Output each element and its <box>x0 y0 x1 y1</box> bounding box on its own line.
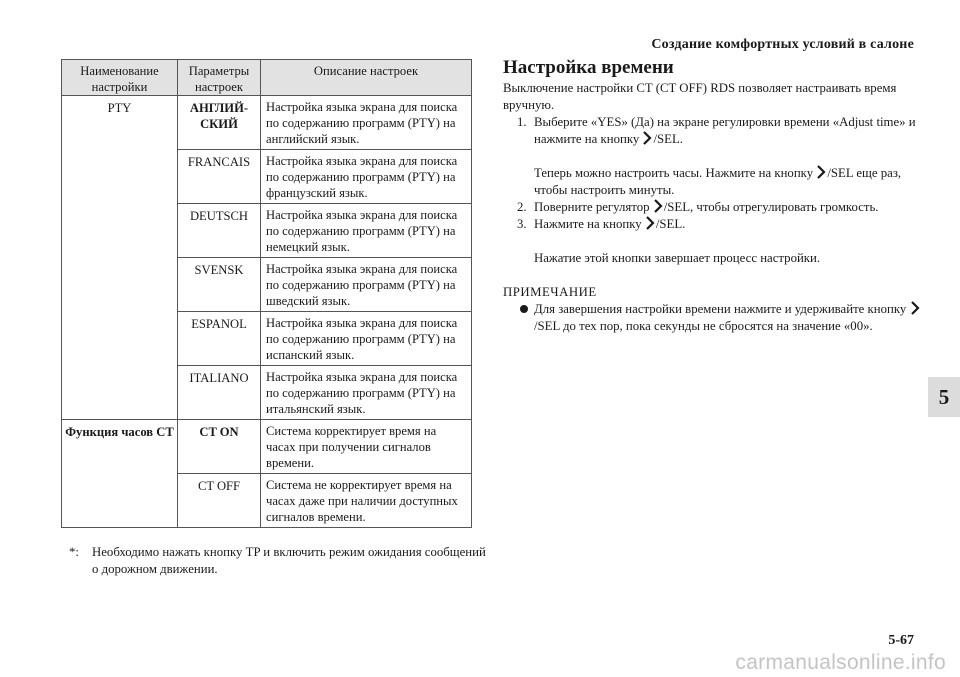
desc-espanol: Настройка языка экрана для поиска по содержанию программ (PTY) на испанский язык. <box>261 312 472 366</box>
desc-francais: Настройка языка экрана для поиска по содержанию программ (PTY) на французский язык. <box>261 150 472 204</box>
param-english: АНГЛИЙ-СКИЙ <box>178 96 261 150</box>
step-1-text-end: /SEL. <box>653 132 683 146</box>
knob-icon <box>646 216 655 230</box>
step-2-text: Поверните регулятор <box>534 200 650 214</box>
param-italiano: ITALIANO <box>178 366 261 420</box>
knob-icon <box>643 131 652 145</box>
bullet-icon <box>520 305 528 313</box>
desc-italiano: Настройка языка экрана для поиска по содержанию программ (PTY) на итальянский язык. <box>261 366 472 420</box>
step-1-text: Выберите «YES» (Да) на экране регулировки времени «Adjust time» и нажмите на кнопку <box>534 115 916 146</box>
param-espanol: ESPANOL <box>178 312 261 366</box>
note-heading: ПРИМЕЧАНИЕ <box>503 285 597 299</box>
chapter-tab: 5 <box>928 377 960 417</box>
section-title: Настройка времени <box>503 57 674 78</box>
param-ct-on: CT ON <box>178 420 261 474</box>
knob-icon <box>654 199 663 213</box>
step-number: 3. <box>517 217 527 231</box>
section-intro: Выключение настройки CT (CT OFF) RDS позволяет настраивать время вручную. <box>503 81 897 112</box>
param-deutsch: DEUTSCH <box>178 204 261 258</box>
knob-icon <box>817 165 826 179</box>
step-3-continuation: Нажатие этой кнопки завершает процесс настройки. <box>534 251 821 265</box>
note-item <box>503 301 923 335</box>
setting-name-pty: PTY <box>62 96 178 420</box>
header-setting-name: Наименование настройки <box>62 60 178 96</box>
page-number: 5-67 <box>888 633 914 648</box>
param-ct-off: CT OFF <box>178 474 261 528</box>
page-header-title: Создание комфортных условий в салоне <box>651 37 914 52</box>
desc-ct-off: Система не корректирует время на часах даже при наличии доступных сигналов времени. <box>261 474 472 528</box>
table-row <box>62 420 472 474</box>
step-number: 2. <box>517 200 527 214</box>
table-header-row <box>62 60 472 96</box>
header-setting-params: Параметры настроек <box>178 60 261 96</box>
watermark: carmanualsonline.info <box>735 651 946 674</box>
note-text: Для завершения настройки времени нажмите и удерживайте кнопку <box>534 302 907 316</box>
step-3 <box>503 216 923 233</box>
knob-icon <box>911 301 920 315</box>
header-setting-description: Описание настроек <box>261 60 472 96</box>
setting-name-ct: Функция часов CT <box>62 420 178 528</box>
step-3-text-end: /SEL. <box>655 217 686 231</box>
settings-table <box>61 59 472 528</box>
step-2 <box>503 199 923 216</box>
step-1-cont-text: Теперь можно настроить часы. Нажмите на кнопку <box>534 166 814 180</box>
param-francais: FRANCAIS <box>178 150 261 204</box>
table-footnote <box>69 544 489 578</box>
param-svensk: SVENSK <box>178 258 261 312</box>
step-1-continuation <box>503 165 923 199</box>
desc-english: Настройка языка экрана для поиска по содержанию программ (PTY) на английский язык. <box>261 96 472 150</box>
time-setting-section <box>503 56 923 335</box>
table-row <box>62 96 472 150</box>
desc-deutsch: Настройка языка экрана для поиска по содержанию программ (PTY) на немецкий язык. <box>261 204 472 258</box>
step-2-text-end: /SEL, чтобы отрегулировать громкость. <box>663 200 879 214</box>
note-text-end: /SEL до тех пор, пока секунды не сбросятся на значение «00». <box>534 319 873 333</box>
step-3-text: Нажмите на кнопку <box>534 217 642 231</box>
desc-svensk: Настройка языка экрана для поиска по содержанию программ (PTY) на шведский язык. <box>261 258 472 312</box>
step-number: 1. <box>517 115 527 129</box>
footnote-mark: *: <box>69 545 79 559</box>
footnote-text: Необходимо нажать кнопку TP и включить режим ожидания сообщений о дорожном движении. <box>92 545 486 576</box>
step-1-cont-text-end: /SEL еще раз, чтобы настроить минуты. <box>534 166 902 197</box>
desc-ct-on: Система корректирует время на часах при получении сигналов времени. <box>261 420 472 474</box>
step-1 <box>503 114 923 148</box>
